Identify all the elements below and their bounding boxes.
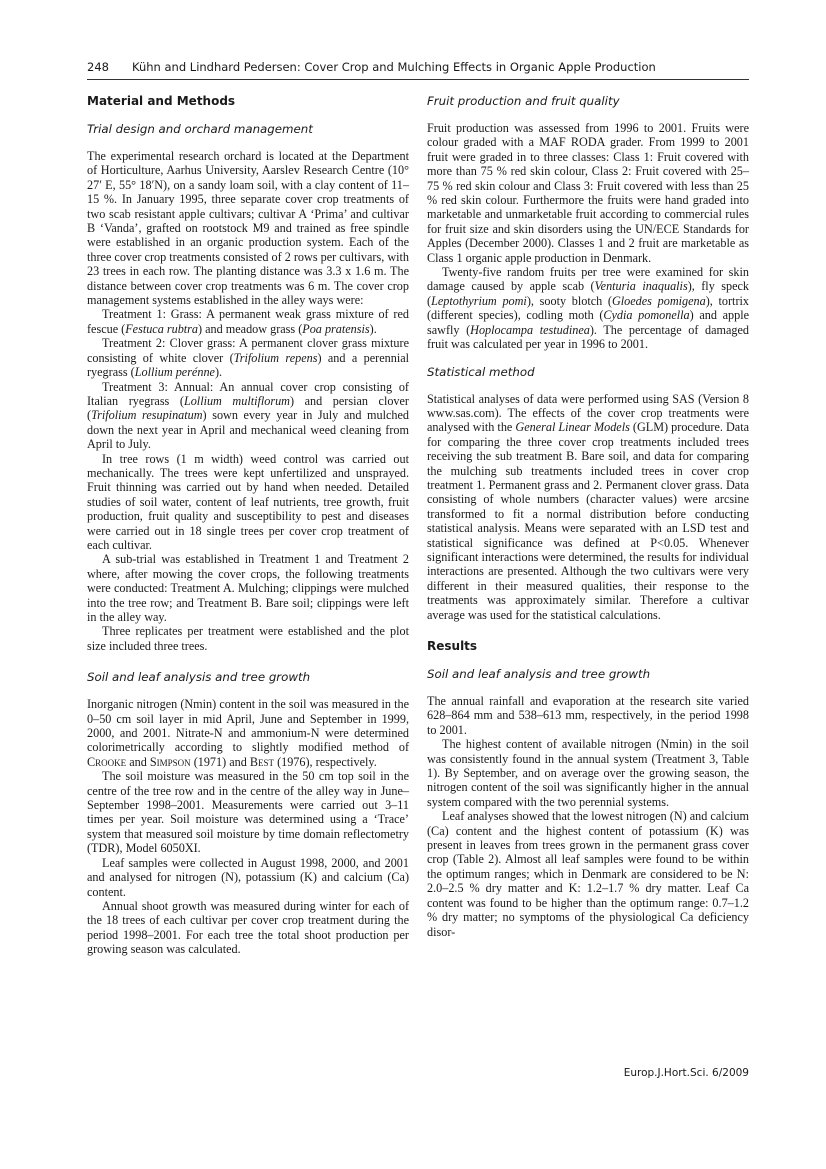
paragraph-tree-rows: In tree rows (1 m width) weed control was carried out mechanically. The trees were kept unfertilized and unsprayed. Fruit thinning was carried out by hand when needed. Detailed studies of soil water, content of leaf nutrients, tree growth, fruit production, fruit quality and susceptibility to pest and diseases were carried out in 18 single trees per cover crop treatment of each cultivar.	[87, 451, 409, 552]
section-heading-results: Results	[427, 639, 478, 653]
journal-footer: Europ.J.Hort.Sci. 6/2009	[623, 1067, 749, 1079]
subsection-heading-statistics: Statistical method	[427, 364, 535, 379]
paragraph-fruit-production: Fruit production was assessed from 1996 to 2001. Fruits were colour graded with a MAF RODA grader. From 1999 to 2001 fruit were graded in to three classes: Class 1: Fruit covered with more than 75 % red skin colour, Class 2: Fruit covered with 25–75 % red skin colour and Class 3: Fruit covered with less than 25 % red skin colour. Furthermore the fruits were hand graded into marketable and unmarketable fruit according to commercial rules for fruit size and skin disorders using the UN/ECE Standards for Apples (December 2000). Classes 1 and 2 fruit are marketable as Class 1 organic apple production in Denmark.	[427, 121, 749, 265]
paragraph-soil-moisture: The soil moisture was measured in the 50 cm top soil in the centre of the tree row and in the centre of the alley way in June–September 1998–2001. Measurements were carried out 3–11 times per year. Soil moisture was determined using a ‘Trace’ system that measured soil moisture by time domain reflectometry (TDR), Model 6050XI.	[87, 769, 409, 856]
paragraph-leaf-analyses: Leaf analyses showed that the lowest nitrogen (N) and calcium (Ca) content and the highest content of potassium (K) was present in leaves from trees grown in the permanent grass cover crop (Table 2). Almost all leaf samples were found to be within the optimum ranges; which in Denmark are considered to be N: 2.0–2.5 % dry matter and K: 1.2–1.7 % dry matter. Leaf Ca content was found to be higher than the optimum range: 0.7–1.2 % dry matter; no symptoms of the physiological Ca deficiency disor-	[427, 809, 749, 939]
paragraph-nitrogen-results: The highest content of available nitrogen (Nmin) in the soil was consistently found in the annual system (Treatment 3, Table 1). By September, and on average over the growing season, the nitrogen content of the soil was significantly higher in the annual system compared with the two perennial systems.	[427, 737, 749, 809]
paragraph-nitrogen: Inorganic nitrogen (Nmin) content in the soil was measured in the 0–50 cm soil layer in mid April, June and September in 1999, 2000, and 2001. Nitrate-N and ammonium-N were determined colorimetrically according to slightly modified method of Crooke and Simpson (1971) and Best (1976), respectively.	[87, 697, 409, 769]
paragraph-treatment-1: Treatment 1: Grass: A permanent weak grass mixture of red fescue (Festuca rubtra) and meadow grass (Poa pratensis).	[87, 307, 409, 336]
paragraph-shoot-growth: Annual shoot growth was measured during winter for each of the 18 trees of each cultivar per cover crop treatment during the period 1998–2001. For each tree the total shoot production per growing season was calculated.	[87, 898, 409, 957]
section-heading-methods: Material and Methods	[87, 94, 236, 108]
paragraph-treatment-2: Treatment 2: Clover grass: A permanent clover grass mixture consisting of white clover (Trifolium repens) and a perennial ryegrass (Lollium perénne).	[87, 336, 409, 380]
paragraph-orchard: The experimental research orchard is located at the Department of Horticulture, Aarhus University, Aarslev Research Centre (10° 27′ E, 55° 18′N), on a sandy loam soil, with a clay content of 11–15 %. In January 1995, three separate cover crop treatments of two scab resistant apple cultivars; cultivar A ‘Prima’ and cultivar B ‘Vanda’, grafted on rootstock M9 and trained as free spindle were established in an organic production system. Each of the three cover crop treatments consisted of 2 rows per cultivars, with 23 trees in each row. The planting distance was 3.3 x 1.6 m. The distance between cover crop treatments was 6 m. The cover crop management systems established in the alley ways were:	[87, 149, 409, 308]
subsection-heading-trial: Trial design and orchard management	[87, 122, 313, 136]
running-header	[87, 60, 749, 80]
paragraph-rainfall: The annual rainfall and evaporation at the research site varied 628–864 mm and 538–613 mm, respectively, in the period 1998 to 2001.	[427, 694, 749, 737]
paragraph-leaf-samples: Leaf samples were collected in August 1998, 2000, and 2001 and analysed for nitrogen (N), potassium (K) and calcium (Ca) content.	[87, 855, 409, 899]
paragraph-statistics: Statistical analyses of data were performed using SAS (Version 8 www.sas.com). The effects of the cover crop treatments were analysed with the General Linear Models (GLM) procedure. Data for comparing the three cover crop treatments included trees receiving the sub treatment B. Bare soil, and data for comparing the mulching sub treatments included trees in cover crop treatment 1. Permanent grass and 2. Permanent clover grass. Data consisting of whole numbers (character values) were arcsine transformed to fit a normal distribution before conducting statistical analysis. Means were separated with an LSD test and statistical significance was defined at P<0.05. Whenever significant interactions were determined, the results for individual interactions are presented. Although the two cultivars were very different in their measured qualities, their response to the treatments was approximately similar. Therefore a cultivar average was used for the statistical calculations.	[427, 391, 749, 622]
subsection-heading-soil-results: Soil and leaf analysis and tree growth	[427, 667, 651, 681]
running-title: Kühn and Lindhard Pedersen: Cover Crop and Mulching Effects in Organic Apple Production	[132, 60, 656, 74]
subsection-heading-soil: Soil and leaf analysis and tree growth	[87, 670, 311, 685]
right-column	[427, 93, 749, 939]
subsection-heading-fruit: Fruit production and fruit quality	[427, 94, 620, 108]
left-column	[87, 93, 409, 957]
paragraph-skin-damage: Twenty-five random fruits per tree were examined for skin damage caused by apple scab (Venturia inaqualis), fly speck (Leptothyrium pomi), sooty blotch (Gloedes pomigena), tortrix (different species), codling moth (Cydia pomonella) and apple sawfly (Hoplocampa testudinea). The percentage of damaged fruit was calculated per year in 1996 to 2001.	[427, 265, 749, 352]
paragraph-replicates: Three replicates per treatment were established and the plot size included three trees.	[87, 624, 409, 653]
paragraph-treatment-3: Treatment 3: Annual: An annual cover crop consisting of Italian ryegrass (Lollium multiflorum) and persian clover (Trifolium resupinatum) sown every year in July and mulched down the next year in April and mechanical weed cleaning from April to July.	[87, 379, 409, 452]
paragraph-sub-trial: A sub-trial was established in Treatment 1 and Treatment 2 where, after mowing the cover crops, the following treatments were conducted: Treatment A. Mulching; clippings were mulched into the tree row; and Treatment B. Bare soil; clippings were left in the alley way.	[87, 552, 409, 624]
header-rule	[87, 79, 749, 80]
page-number: 248	[87, 60, 109, 74]
